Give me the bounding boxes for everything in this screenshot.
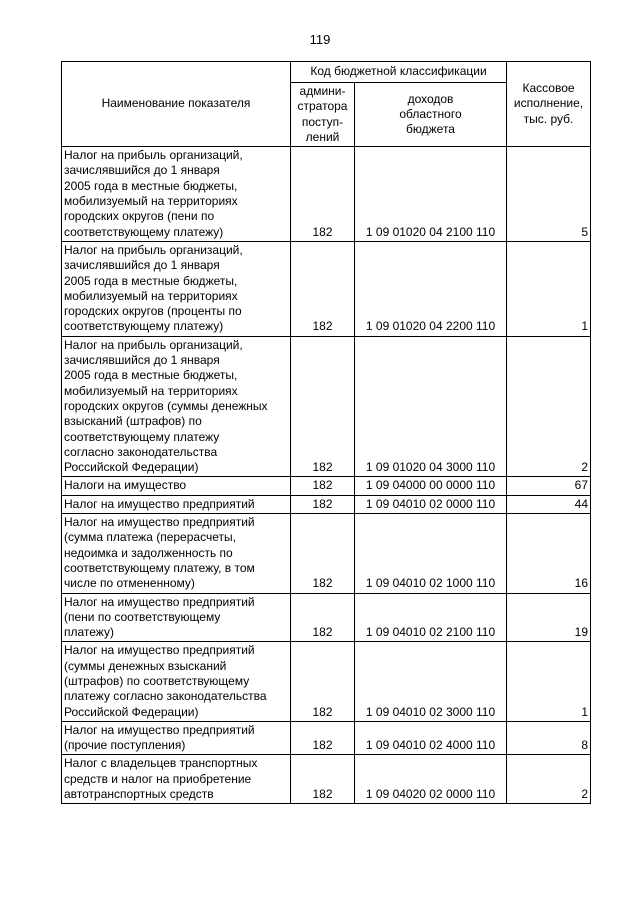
row-revenue-code: 1 09 04010 02 3000 110 [355,642,507,721]
row-amount: 44 [507,495,591,513]
header-amount: Кассовое исполнение, тыс. руб. [507,62,591,147]
row-amount: 1 [507,642,591,721]
row-name: Налог на имущество предприятий (суммы денежных взысканий (штрафов) по соответствующему платежу согласно законодательства Российской Федерации) [62,642,291,721]
row-amount: 1 [507,241,591,336]
row-revenue-code: 1 09 01020 04 3000 110 [355,336,507,477]
row-amount: 8 [507,721,591,755]
row-amount: 19 [507,593,591,642]
row-revenue-code: 1 09 04010 02 2100 110 [355,593,507,642]
table-row [62,721,591,755]
table-row [62,642,591,721]
header-admin: админи- стратора поступ- лений [291,83,355,147]
table-row [62,336,591,477]
row-amount: 5 [507,147,591,242]
row-admin-code: 182 [291,721,355,755]
page-number: 119 [309,32,331,47]
row-amount: 16 [507,514,591,593]
header-code-group: Код бюджетной классификации [291,62,507,83]
row-name: Налог на прибыль организаций, зачислявшийся до 1 января 2005 года в местные бюджеты, мобилизуемый на территориях городских округов (пени по соответствующему платежу) [62,147,291,242]
row-admin-code: 182 [291,336,355,477]
row-name: Налог с владельцев транспортных средств и налог на приобретение автотранспортных средств [62,755,291,804]
row-admin-code: 182 [291,642,355,721]
row-name: Налоги на имущество [62,477,291,495]
row-revenue-code: 1 09 04000 00 0000 110 [355,477,507,495]
table-header [62,62,591,147]
row-admin-code: 182 [291,755,355,804]
row-admin-code: 182 [291,147,355,242]
table-row [62,477,591,495]
row-admin-code: 182 [291,477,355,495]
row-amount: 2 [507,755,591,804]
header-revenue: доходов областного бюджета [355,83,507,147]
row-admin-code: 182 [291,593,355,642]
row-admin-code: 182 [291,514,355,593]
row-name: Налог на имущество предприятий (сумма платежа (перерасчеты, недоимка и задолженность по соответствующему платежу, в том числе по отмененному) [62,514,291,593]
row-amount: 2 [507,336,591,477]
row-revenue-code: 1 09 04010 02 4000 110 [355,721,507,755]
row-revenue-code: 1 09 04010 02 1000 110 [355,514,507,593]
row-name: Налог на имущество предприятий (прочие поступления) [62,721,291,755]
table-row [62,241,591,336]
row-revenue-code: 1 09 01020 04 2100 110 [355,147,507,242]
row-revenue-code: 1 09 04020 02 0000 110 [355,755,507,804]
table-row [62,147,591,242]
row-admin-code: 182 [291,495,355,513]
row-name: Налог на прибыль организаций, зачислявшийся до 1 января 2005 года в местные бюджеты, мобилизуемый на территориях городских округов (проценты по соответствующему платежу) [62,241,291,336]
table-row [62,593,591,642]
row-name: Налог на прибыль организаций, зачислявшийся до 1 января 2005 года в местные бюджеты, мобилизуемый на территориях городских округов (суммы денежных взысканий (штрафов) по соответствующему платежу согласно законодательства Российской Федерации) [62,336,291,477]
row-revenue-code: 1 09 01020 04 2200 110 [355,241,507,336]
budget-table [61,61,591,804]
table-body [62,147,591,804]
row-name: Налог на имущество предприятий [62,495,291,513]
row-revenue-code: 1 09 04010 02 0000 110 [355,495,507,513]
row-name: Налог на имущество предприятий (пени по соответствующему платежу) [62,593,291,642]
header-name: Наименование показателя [62,62,291,147]
row-admin-code: 182 [291,241,355,336]
row-amount: 67 [507,477,591,495]
table-row [62,514,591,593]
table-row [62,495,591,513]
table-row [62,755,591,804]
